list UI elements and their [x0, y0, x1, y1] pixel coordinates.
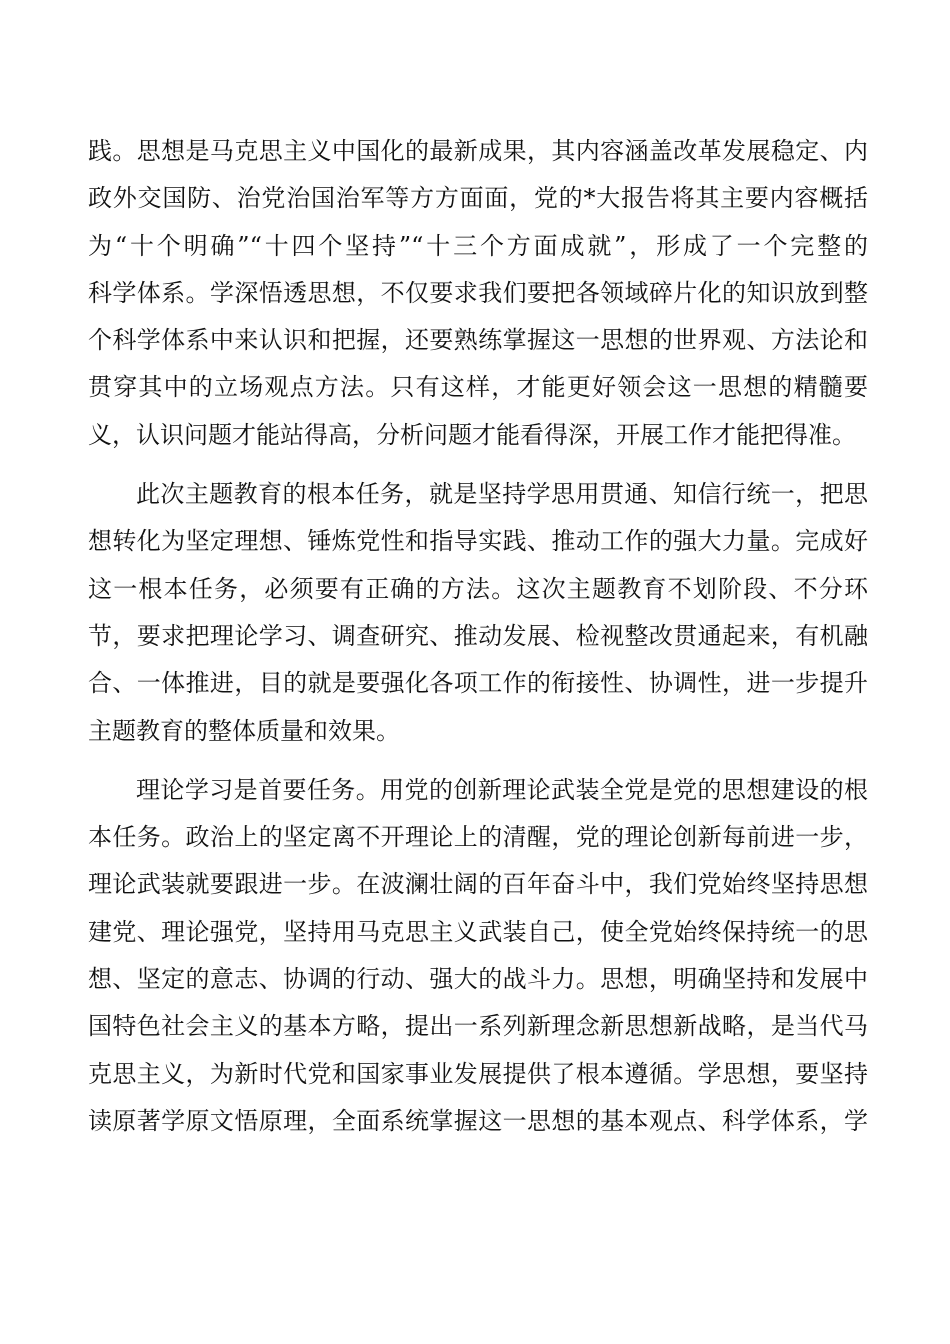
text-line: 贯穿其中的立场观点方法。只有这样，才能更好领会这一思想的精髓要 — [88, 373, 868, 402]
text-line: 合、一体推进，目的就是要强化各项工作的衔接性、协调性，进一步提升 — [88, 669, 868, 698]
text-line: 想转化为坚定理想、锤炼党性和指导实践、推动工作的强大力量。完成好 — [88, 527, 868, 556]
text-line: 践。思想是马克思主义中国化的最新成果，其内容涵盖改革发展稳定、内 — [88, 137, 868, 165]
paragraph-1 — [88, 128, 868, 459]
text-line: 这一根本任务，必须要有正确的方法。这次主题教育不划阶段、不分环 — [88, 574, 868, 603]
text-line: 想、坚定的意志、协调的行动、强大的战斗力。思想，明确坚持和发展中 — [88, 965, 868, 994]
text-line: 科学体系。学深悟透思想，不仅要求我们要把各领域碎片化的知识放到整 — [88, 278, 868, 307]
text-line: 个科学体系中来认识和把握，还要熟练掌握这一思想的世界观、方法论和 — [88, 326, 868, 355]
text-line: 节，要求把理论学习、调查研究、推动发展、检视整改贯通起来，有机融 — [88, 621, 868, 650]
text-line: 为“十个明确”“十四个坚持”“十三个方面成就”，形成了一个完整的 — [88, 231, 868, 260]
text-line: 义，认识问题才能站得高，分析问题才能看得深，开展工作才能把得准。 — [88, 420, 856, 449]
paragraph-3 — [88, 767, 868, 1145]
text-line: 克思主义，为新时代党和国家事业发展提供了根本遵循。学思想，要坚持 — [88, 1059, 868, 1088]
paragraph-gap — [88, 755, 868, 767]
paragraph-2 — [88, 471, 868, 755]
document-body — [88, 128, 868, 1145]
text-line: 主题教育的整体质量和效果。 — [88, 716, 400, 745]
paragraph-gap — [88, 459, 868, 471]
text-line: 理论武装就要跟进一步。在波澜壮阔的百年奋斗中，我们党始终坚持思想 — [88, 870, 868, 899]
text-line: 建党、理论强党，坚持用马克思主义武装自己，使全党始终保持统一的思 — [88, 917, 868, 946]
text-line: 国特色社会主义的基本方略，提出一系列新理念新思想新战略，是当代马 — [88, 1012, 868, 1041]
text-line: 政外交国防、治党治国治军等方方面面，党的*大报告将其主要内容概括 — [88, 184, 868, 213]
text-line: 理论学习是首要任务。用党的创新理论武装全党是党的思想建设的根 — [136, 775, 868, 804]
text-line: 此次主题教育的根本任务，就是坚持学思用贯通、知信行统一，把思 — [136, 480, 868, 509]
text-line: 读原著学原文悟原理，全面系统掌握这一思想的基本观点、科学体系，学 — [88, 1106, 868, 1135]
text-line: 本任务。政治上的坚定离不开理论上的清醒，党的理论创新每前进一步， — [88, 823, 868, 852]
